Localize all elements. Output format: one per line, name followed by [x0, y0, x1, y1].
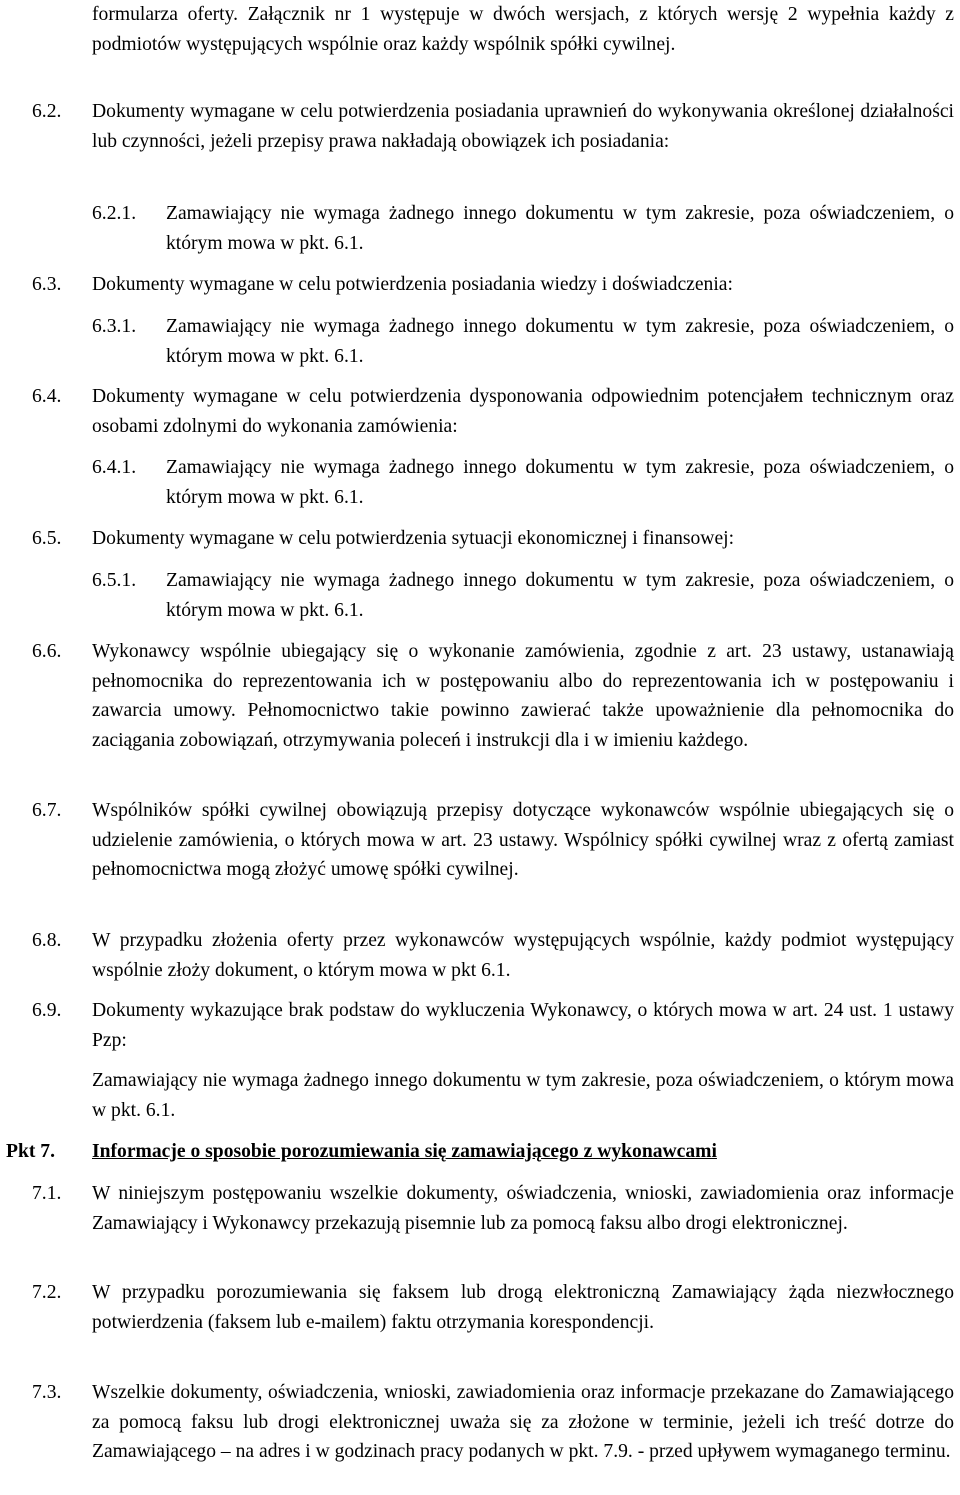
heading-number: Pkt 7.: [6, 1141, 55, 1162]
section-number: 6.5.1.: [92, 570, 137, 591]
section-number: 6.5.: [32, 528, 62, 549]
section-text: Dokumenty wymagane w celu potwierdzenia sytuacji ekonomicznej i finansowej:: [92, 528, 735, 549]
section-number: 6.4.1.: [92, 457, 137, 478]
section-number: 6.2.: [32, 101, 62, 122]
section-text: W niniejszym postępowaniu wszelkie dokumenty, oświadczenia, wnioski, zawiadomienia oraz informacje Zamawiający i Wykonawcy przekazują pisemnie lub za pomocą faksu albo drogi elektronicznej.: [92, 1183, 954, 1234]
heading-title: Informacje o sposobie porozumiewania się zamawiającego z wykonawcami: [92, 1141, 717, 1162]
section-number: 7.1.: [32, 1183, 62, 1204]
section-number: 7.3.: [32, 1382, 62, 1403]
section-text: Dokumenty wymagane w celu potwierdzenia dysponowania odpowiednim potencjałem technicznym oraz osobami zdolnymi do wykonania zamówienia:: [92, 386, 954, 437]
section-text: Wykonawcy wspólnie ubiegający się o wykonanie zamówienia, zgodnie z art. 23 ustawy, ustanawiają pełnomocnika do reprezentowania ich w postępowaniu albo do reprezentowania ich w postępowaniu i zawarcia umowy. Pełnomocnictwo takie powinno zawierać także upoważnienie dla pełnomocnika do zaciągania zobowiązań, otrzymywania poleceń i instrukcji dla i w imieniu każdego.: [92, 641, 954, 751]
section-text: W przypadku porozumiewania się faksem lub drogą elektroniczną Zamawiający żąda niezwłocznego potwierdzenia (faksem lub e-mailem) faktu otrzymania korespondencji.: [92, 1282, 954, 1333]
section-number: 7.2.: [32, 1282, 62, 1303]
section-6-9-continuation: Zamawiający nie wymaga żadnego innego dokumentu w tym zakresie, poza oświadczeniem, o którym mowa w pkt. 6.1.: [92, 1070, 954, 1121]
section-number: 6.7.: [32, 800, 62, 821]
section-number: 6.9.: [32, 1000, 62, 1021]
section-text: Dokumenty wykazujące brak podstaw do wykluczenia Wykonawcy, o których mowa w art. 24 ust. 1 ustawy Pzp:: [92, 1000, 954, 1051]
section-number: 6.3.1.: [92, 316, 137, 337]
intro-paragraph: formularza oferty. Załącznik nr 1 występuje w dwóch wersjach, z których wersję 2 wypełnia każdy z podmiotów występujących wspólnie oraz każdy wspólnik spółki cywilnej.: [92, 4, 954, 55]
section-text: Wspólników spółki cywilnej obowiązują przepisy dotyczące wykonawców wspólnie ubiegających się o udzielenie zamówienia, o których mowa w art. 23 ustawy. Wspólnicy spółki cywilnej wraz z ofertą zamiast pełnomocnictwa mogą złożyć umowę spółki cywilnej.: [92, 800, 954, 881]
section-text: Wszelkie dokumenty, oświadczenia, wnioski, zawiadomienia oraz informacje przekazane do Zamawiającego za pomocą faksu lub drogi elektronicznej uważa się za złożone w terminie, jeżeli ich treść dotrze do Zamawiającego – na adres i w godzinach pracy podanych w pkt. 7.9. - przed upływem wymaganego terminu.: [92, 1382, 954, 1463]
section-text: Zamawiający nie wymaga żadnego innego dokumentu w tym zakresie, poza oświadczeniem, o którym mowa w pkt. 6.1.: [166, 203, 954, 254]
section-text: W przypadku złożenia oferty przez wykonawców występujących wspólnie, każdy podmiot występujący wspólnie złoży dokument, o którym mowa w pkt 6.1.: [92, 930, 954, 981]
section-number: 6.8.: [32, 930, 62, 951]
section-number: 6.3.: [32, 274, 62, 295]
section-text: Zamawiający nie wymaga żadnego innego dokumentu w tym zakresie, poza oświadczeniem, o którym mowa w pkt. 6.1.: [166, 570, 954, 621]
section-number: 6.4.: [32, 386, 62, 407]
section-text: Zamawiający nie wymaga żadnego innego dokumentu w tym zakresie, poza oświadczeniem, o którym mowa w pkt. 6.1.: [166, 457, 954, 508]
section-text: Dokumenty wymagane w celu potwierdzenia posiadania uprawnień do wykonywania określonej działalności lub czynności, jeżeli przepisy prawa nakładają obowiązek ich posiadania:: [92, 101, 954, 152]
section-number: 6.2.1.: [92, 203, 137, 224]
section-number: 6.6.: [32, 641, 62, 662]
section-text: Zamawiający nie wymaga żadnego innego dokumentu w tym zakresie, poza oświadczeniem, o którym mowa w pkt. 6.1.: [166, 316, 954, 367]
section-text: Dokumenty wymagane w celu potwierdzenia posiadania wiedzy i doświadczenia:: [92, 274, 733, 295]
